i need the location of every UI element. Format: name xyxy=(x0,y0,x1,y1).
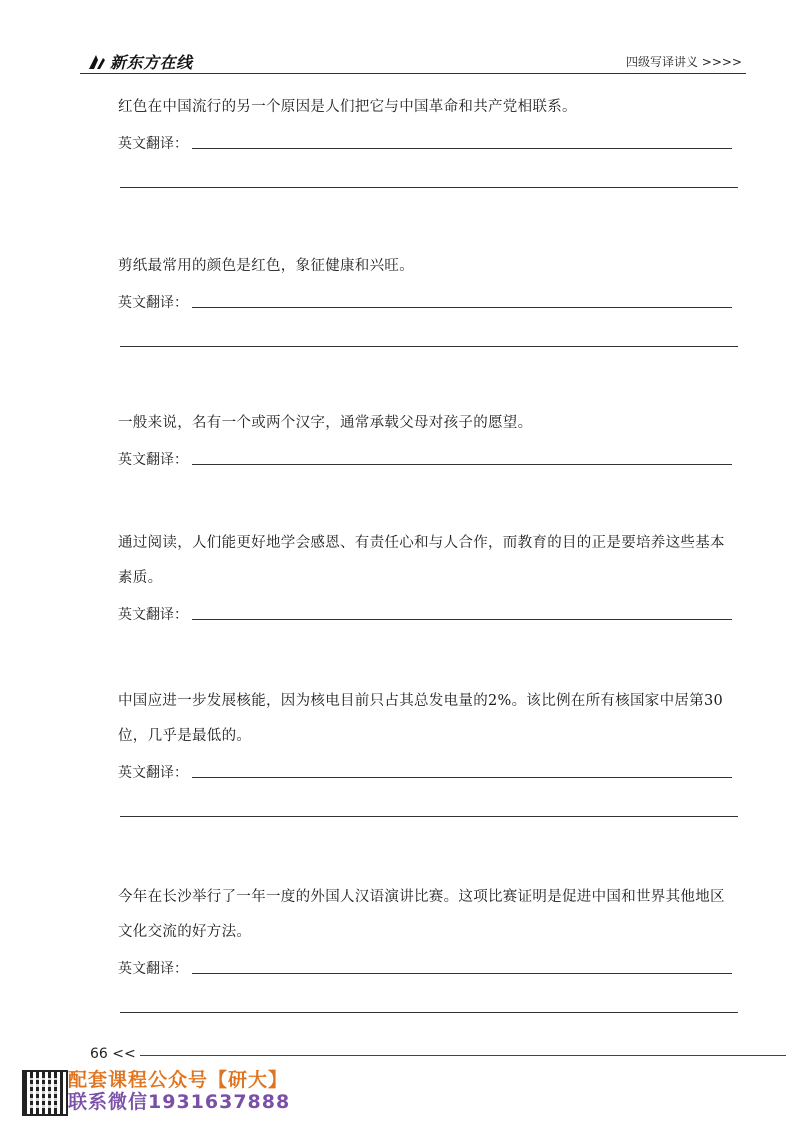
exercise-item-4 xyxy=(118,526,738,624)
answer-label: 英文翻译： xyxy=(118,607,188,623)
exercise-item-1 xyxy=(118,90,738,188)
logo xyxy=(88,50,193,73)
logo-icon xyxy=(88,54,106,70)
answer-line[interactable] xyxy=(192,619,732,620)
answer-row xyxy=(118,954,738,978)
exercise-item-2 xyxy=(118,249,738,347)
answer-row xyxy=(118,129,738,153)
promo-watermark xyxy=(68,1069,290,1113)
answer-line[interactable] xyxy=(192,148,732,149)
exercise-prompt: 通过阅读，人们能更好地学会感恩、有责任心和与人合作，而教育的目的正是要培养这些基本素质。 xyxy=(118,535,725,586)
exercise-item-6 xyxy=(118,880,738,1013)
answer-label: 英文翻译： xyxy=(118,765,188,781)
exercise-item-3 xyxy=(118,406,738,469)
exercise-prompt: 一般来说，名有一个或两个汉字，通常承载父母对孩子的愿望。 xyxy=(118,415,533,431)
exercise-prompt: 中国应进一步发展核能，因为核电目前只占其总发电量的2%。该比例在所有核国家中居第30位，几乎是最低的。 xyxy=(118,693,724,744)
answer-line[interactable] xyxy=(192,307,732,308)
exercise-prompt: 红色在中国流行的另一个原因是人们把它与中国革命和共产党相联系。 xyxy=(118,99,577,115)
answer-row xyxy=(118,758,738,782)
answer-line-extra[interactable] xyxy=(120,346,738,347)
footer-divider xyxy=(140,1055,786,1056)
answer-line-extra[interactable] xyxy=(120,816,738,817)
answer-row xyxy=(118,445,738,469)
qr-code-icon xyxy=(22,1070,68,1116)
answer-line[interactable] xyxy=(192,777,732,778)
exercise-prompt: 剪纸最常用的颜色是红色，象征健康和兴旺。 xyxy=(118,258,414,274)
answer-row xyxy=(118,288,738,312)
exercise-prompt: 今年在长沙举行了一年一度的外国人汉语演讲比赛。这项比赛证明是促进中国和世界其他地区文化交流的好方法。 xyxy=(118,889,725,940)
exercise-item-5 xyxy=(118,684,738,817)
answer-label: 英文翻译： xyxy=(118,295,188,311)
answer-line[interactable] xyxy=(192,464,732,465)
answer-label: 英文翻译： xyxy=(118,136,188,152)
promo-line-2: 联系微信1931637888 xyxy=(68,1091,291,1113)
header-divider xyxy=(80,73,746,74)
answer-line[interactable] xyxy=(192,973,732,974)
answer-row xyxy=(118,600,738,624)
answer-label: 英文翻译： xyxy=(118,452,188,468)
answer-label: 英文翻译： xyxy=(118,961,188,977)
promo-line-1: 配套课程公众号【研大】 xyxy=(68,1069,289,1091)
section-title: 四级写译讲义 >>>> xyxy=(625,55,742,69)
page-number: 66 << xyxy=(90,1046,136,1062)
answer-line-extra[interactable] xyxy=(120,187,738,188)
answer-line-extra[interactable] xyxy=(120,1012,738,1013)
logo-text: 新东方在线 xyxy=(110,53,193,72)
